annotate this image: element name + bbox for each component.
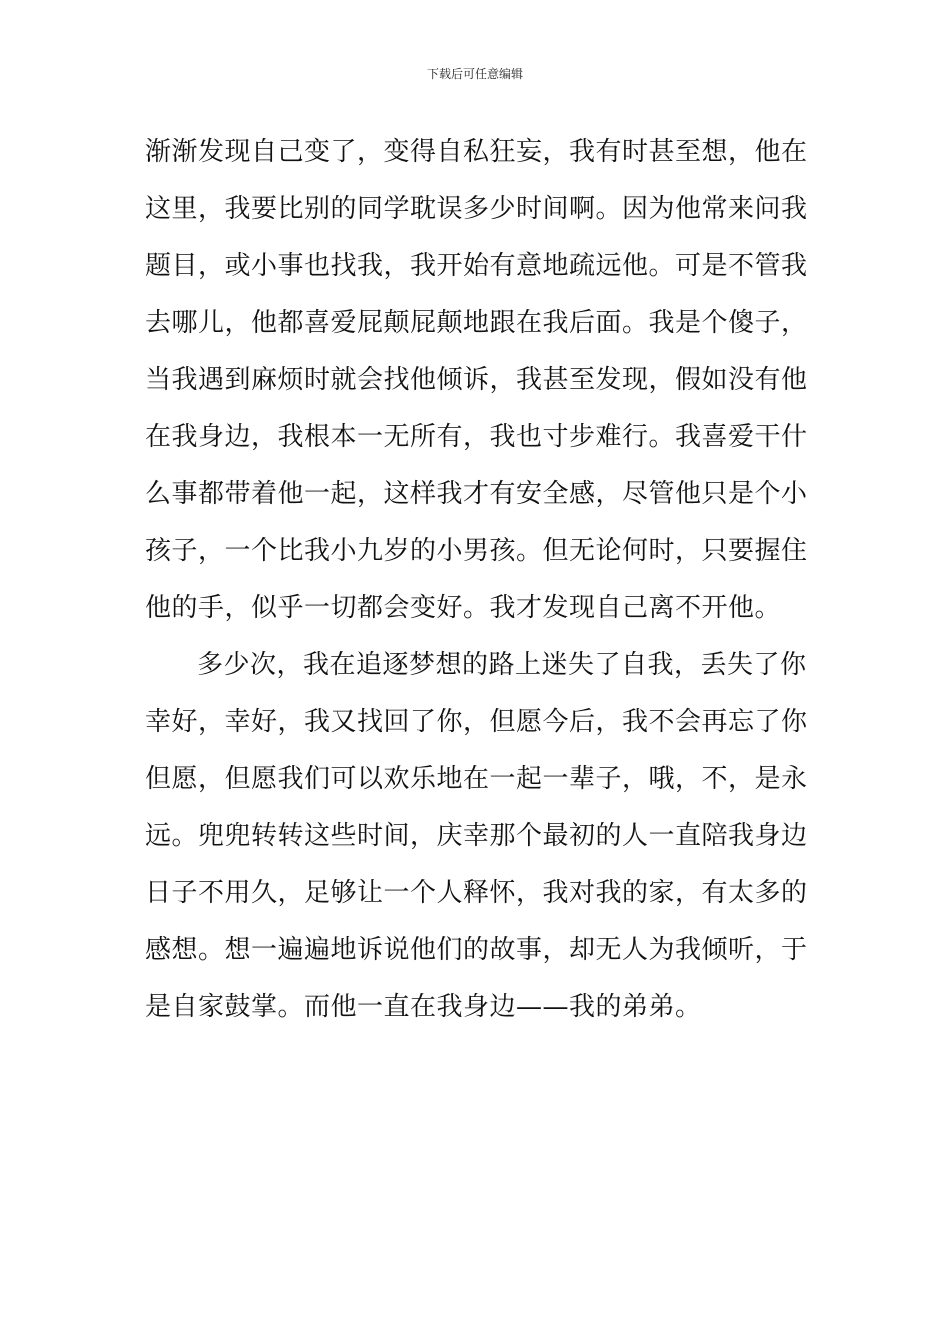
text-line: 渐渐发现自己变了，变得自私狂妄，我有时甚至想，他在 bbox=[145, 137, 808, 167]
text-line: 远。兜兜转转这些时间，庆幸那个最初的人一直陪我身边 bbox=[145, 821, 808, 851]
text-line: 在我身边，我根本一无所有，我也寸步难行。我喜爱干什 bbox=[145, 422, 808, 452]
text-line: 孩子，一个比我小九岁的小男孩。但无论何时，只要握住 bbox=[145, 536, 808, 566]
text-line: 当我遇到麻烦时就会找他倾诉，我甚至发现，假如没有他 bbox=[145, 365, 808, 395]
text-line: 题目，或小事也找我，我开始有意地疏远他。可是不管我 bbox=[145, 251, 808, 281]
text-line: 么事都带着他一起，这样我才有安全感，尽管他只是个小 bbox=[145, 479, 808, 509]
text-line: 幸好，幸好，我又找回了你，但愿今后，我不会再忘了你 bbox=[145, 707, 808, 737]
text-line: 去哪儿，他都喜爱屁颠屁颠地跟在我后面。我是个傻子， bbox=[145, 308, 808, 338]
text-line: 这里，我要比别的同学耽误多少时间啊。因为他常来问我 bbox=[145, 194, 808, 224]
text-line: 日子不用久，足够让一个人释怀，我对我的家，有太多的 bbox=[145, 878, 808, 908]
text-line: 他的手，似乎一切都会变好。我才发现自己离不开他。 bbox=[145, 593, 782, 623]
paragraph-start-line: 多少次，我在追逐梦想的路上迷失了自我，丢失了你 bbox=[197, 650, 807, 680]
text-line: 是自家鼓掌。而他一直在我身边——我的弟弟。 bbox=[145, 992, 702, 1022]
body-text bbox=[145, 129, 810, 1041]
page-header: 下载后可任意编辑 bbox=[426, 67, 523, 81]
text-line: 但愿，但愿我们可以欢乐地在一起一辈子，哦，不，是永 bbox=[145, 764, 808, 794]
text-line: 感想。想一遍遍地诉说他们的故事，却无人为我倾听，于 bbox=[145, 935, 808, 965]
